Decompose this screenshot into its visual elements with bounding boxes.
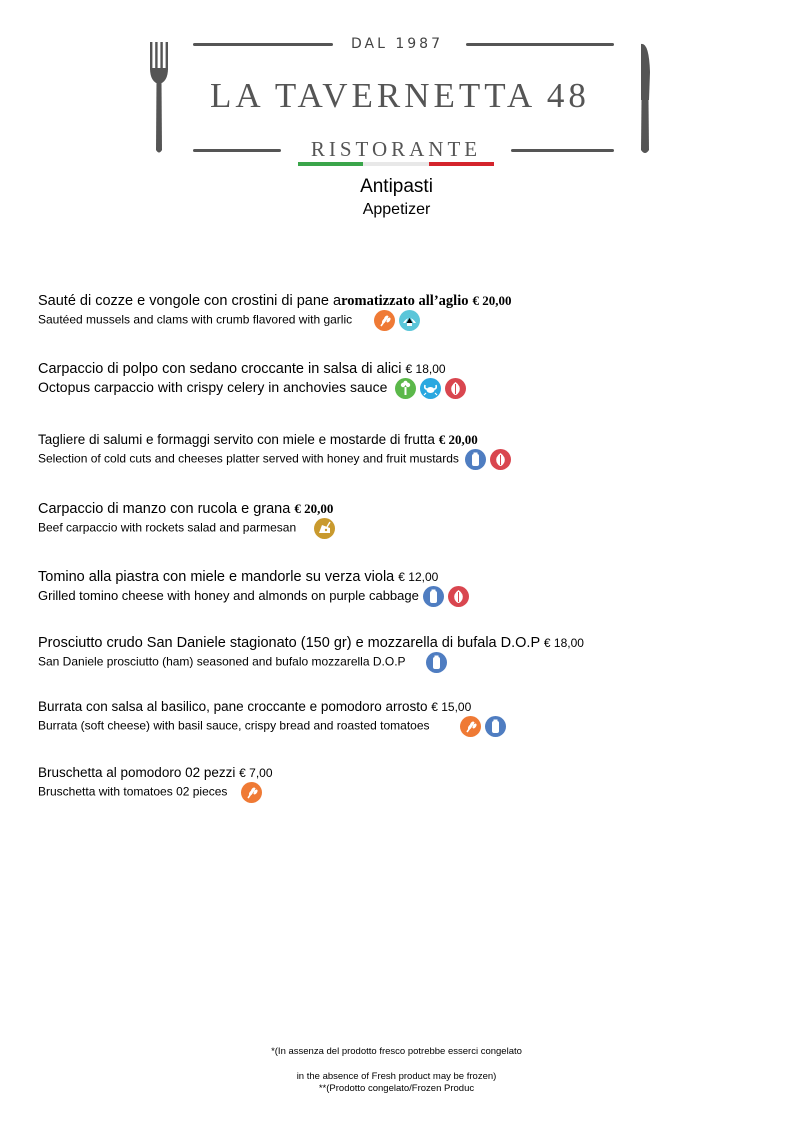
- section-title: Antipasti: [360, 176, 433, 197]
- wheat-icon: [374, 310, 395, 331]
- restaurant-logo: [0, 0, 793, 175]
- allergen-icons: [423, 586, 473, 607]
- menu-item: [38, 360, 470, 399]
- flag-red: [429, 162, 494, 166]
- item-description: Octopus carpaccio with crispy celery in anchovies sauce: [38, 378, 470, 399]
- item-name: Prosciutto crudo San Daniele stagionato (150 gr) e mozzarella di bufala D.O.P € 18,00: [38, 635, 584, 651]
- flag-white: [363, 162, 428, 166]
- item-description: Grilled tomino cheese with honey and almonds on purple cabbage: [38, 586, 473, 607]
- allergen-icons: [395, 378, 470, 399]
- item-description: Bruschetta with tomatoes 02 pieces: [38, 782, 273, 803]
- item-price: € 20,00: [438, 432, 478, 447]
- cheese-icon: [314, 518, 335, 539]
- menu-item: [38, 698, 510, 737]
- allergen-icons: [374, 310, 424, 331]
- item-description: Beef carpaccio with rockets salad and parmesan: [38, 518, 339, 539]
- knife-icon: [635, 42, 655, 156]
- nut-icon: [445, 378, 466, 399]
- fork-icon: [148, 42, 170, 156]
- item-description: Burrata (soft cheese) with basil sauce, crispy bread and roasted tomatoes: [38, 716, 510, 737]
- item-name: Tomino alla piastra con miele e mandorle su verza viola € 12,00: [38, 569, 439, 585]
- since-label: DAL 1987: [351, 36, 443, 52]
- milk-icon: [485, 716, 506, 737]
- brand-name: LA TAVERNETTA 48: [210, 76, 590, 115]
- item-price: € 7,00: [239, 766, 273, 780]
- menu-item: [38, 500, 339, 539]
- allergen-icons: [314, 518, 339, 539]
- item-name: Carpaccio di manzo con rucola e grana € 20,00: [38, 501, 334, 517]
- item-name: Burrata con salsa al basilico, pane croccante e pomodoro arrosto € 15,00: [38, 699, 472, 714]
- crab-icon: [420, 378, 441, 399]
- logo-rule: [511, 149, 614, 152]
- allergen-icons: [241, 782, 266, 803]
- allergen-icons: [460, 716, 510, 737]
- footer-note: *(In assenza del prodotto fresco potrebbe esserci congelato: [271, 1046, 522, 1057]
- item-name: Bruschetta al pomodoro 02 pezzi € 7,00: [38, 765, 273, 780]
- logo-rule: [193, 43, 333, 46]
- menu-item: [38, 764, 273, 803]
- wheat-icon: [460, 716, 481, 737]
- milk-icon: [465, 449, 486, 470]
- section-subtitle: Appetizer: [362, 201, 431, 218]
- wheat-icon: [241, 782, 262, 803]
- item-description: Selection of cold cuts and cheeses platter served with honey and fruit mustards: [38, 449, 515, 470]
- nut-icon: [448, 586, 469, 607]
- milk-icon: [423, 586, 444, 607]
- item-name: Carpaccio di polpo con sedano croccante in salsa di alici € 18,00: [38, 361, 446, 377]
- item-price: € 20,00: [294, 501, 334, 516]
- menu-item: [38, 431, 515, 470]
- flag-green: [298, 162, 363, 166]
- shell-icon: [399, 310, 420, 331]
- item-name: Tagliere di salumi e formaggi servito con miele e mostarde di frutta € 20,00: [38, 432, 478, 447]
- item-price: € 12,00: [398, 570, 439, 584]
- item-description: Sautéed mussels and clams with crumb flavored with garlic: [38, 310, 512, 331]
- celery-icon: [395, 378, 416, 399]
- item-price: € 20,00: [472, 293, 512, 308]
- item-name: Sauté di cozze e vongole con crostini di pane aromatizzato all’aglio € 20,00: [38, 293, 512, 309]
- footer-note: in the absence of Fresh product may be frozen): [296, 1071, 497, 1082]
- menu-item: [38, 634, 584, 673]
- logo-rule: [193, 149, 281, 152]
- italian-flag-stripe: [298, 162, 494, 166]
- footer-note: **(Prodotto congelato/Frozen Produc: [318, 1083, 475, 1094]
- logo-rule: [466, 43, 614, 46]
- menu-item: [38, 292, 512, 331]
- menu-item: [38, 568, 473, 607]
- item-price: € 18,00: [543, 636, 584, 650]
- item-name-bold: romatizzato all’aglio: [341, 293, 469, 309]
- allergen-icons: [465, 449, 515, 470]
- nut-icon: [490, 449, 511, 470]
- item-price: € 18,00: [405, 362, 446, 376]
- milk-icon: [426, 652, 447, 673]
- item-price: € 15,00: [431, 700, 472, 714]
- ristorante-label: RISTORANTE: [310, 137, 482, 161]
- allergen-icons: [426, 652, 451, 673]
- item-description: San Daniele prosciutto (ham) seasoned and bufalo mozzarella D.O.P: [38, 652, 584, 673]
